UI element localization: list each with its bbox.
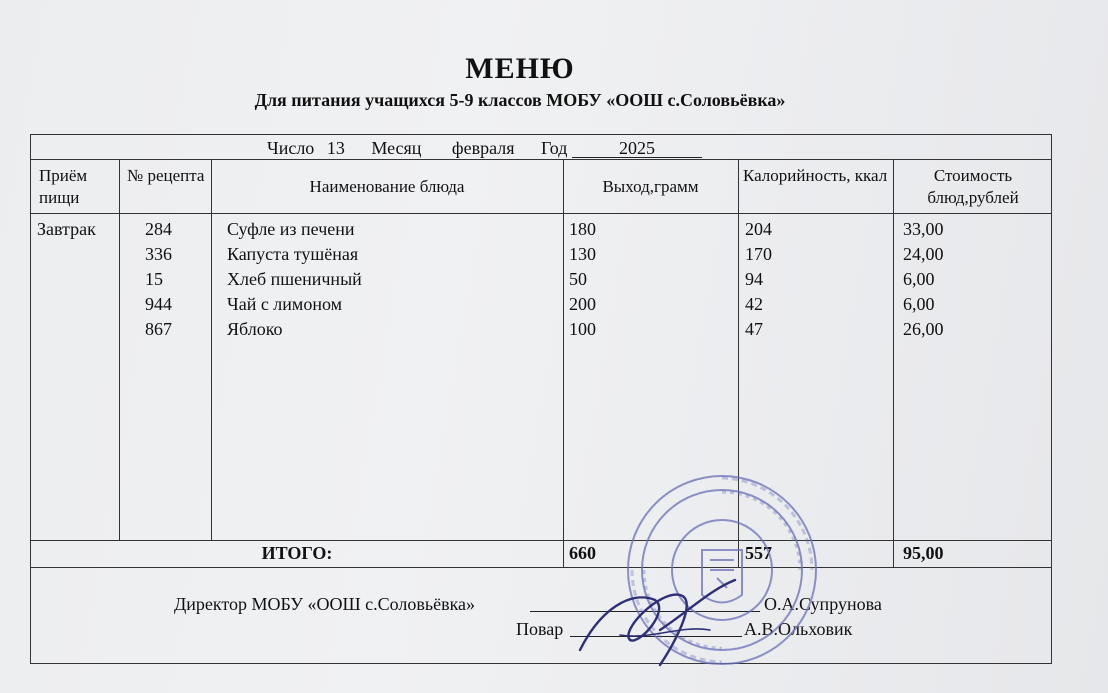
row-2-recipe: 336 bbox=[145, 244, 172, 264]
total-calories: 557 bbox=[745, 543, 772, 563]
row-4-cost: 6,00 bbox=[903, 294, 935, 314]
day-value: 13 bbox=[326, 138, 345, 158]
col-divider-1 bbox=[119, 159, 120, 540]
row-2-cost: 24,00 bbox=[903, 244, 944, 264]
row-5-yield: 100 bbox=[569, 319, 596, 339]
row-5-calories: 47 bbox=[745, 319, 763, 339]
col-divider-2 bbox=[211, 159, 212, 540]
row-3-calories: 94 bbox=[745, 269, 763, 289]
row-1-name: Суфле из печени bbox=[227, 219, 355, 239]
row-5-name: Яблоко bbox=[227, 319, 283, 339]
row-2-name: Капуста тушёная bbox=[227, 244, 359, 264]
header-bottom-divider bbox=[31, 213, 1051, 214]
document-subtitle: Для питания учащихся 5-9 классов МОБУ «ООШ с.Соловьёвка» bbox=[254, 90, 786, 110]
col-header-yield: Выход,грамм bbox=[602, 177, 699, 196]
month-label: Месяц bbox=[371, 138, 422, 158]
row-2-yield: 130 bbox=[569, 244, 596, 264]
menu-table bbox=[30, 134, 1052, 664]
meal-name: Завтрак bbox=[37, 219, 96, 239]
row-1-calories: 204 bbox=[745, 219, 772, 239]
col-divider-5 bbox=[893, 159, 894, 567]
year-label: Год bbox=[540, 138, 568, 158]
handwritten-signature bbox=[560, 570, 760, 670]
total-yield: 660 bbox=[569, 543, 596, 563]
col-header-calories: Калорийность, ккал bbox=[743, 166, 888, 185]
col-header-recipe: № рецепта bbox=[127, 166, 205, 185]
row-3-cost: 6,00 bbox=[903, 269, 935, 289]
row-1-yield: 180 bbox=[569, 219, 596, 239]
row-4-name: Чай с лимоном bbox=[227, 294, 342, 314]
row-4-calories: 42 bbox=[745, 294, 763, 314]
director-label: Директор МОБУ «ООШ с.Соловьёвка» bbox=[174, 594, 476, 614]
director-name: О.А.Супрунова bbox=[764, 594, 882, 614]
total-cost: 95,00 bbox=[903, 543, 944, 563]
col-header-cost: Стоимость блюд,рублей bbox=[927, 166, 1019, 207]
row-5-recipe: 867 bbox=[145, 319, 172, 339]
col-header-name: Наименование блюда bbox=[309, 177, 465, 196]
day-label: Число bbox=[267, 138, 315, 158]
total-bottom-divider bbox=[31, 567, 1051, 568]
row-1-recipe: 284 bbox=[145, 219, 172, 239]
row-1-cost: 33,00 bbox=[903, 219, 944, 239]
year-value: 2025 bbox=[572, 139, 702, 158]
row-4-yield: 200 bbox=[569, 294, 596, 314]
row-3-name: Хлеб пшеничный bbox=[227, 269, 362, 289]
date-row bbox=[267, 136, 702, 160]
cook-name: А.В.Ольховик bbox=[744, 619, 853, 639]
col-header-meal: Приём пищи bbox=[39, 166, 88, 207]
total-label: ИТОГО: bbox=[261, 543, 333, 563]
row-3-recipe: 15 bbox=[145, 269, 163, 289]
col-divider-3 bbox=[563, 159, 564, 567]
cook-label: Повар bbox=[516, 619, 564, 639]
row-5-cost: 26,00 bbox=[903, 319, 944, 339]
row-4-recipe: 944 bbox=[145, 294, 172, 314]
document-title: МЕНЮ bbox=[465, 52, 575, 85]
row-3-yield: 50 bbox=[569, 269, 587, 289]
row-2-calories: 170 bbox=[745, 244, 772, 264]
month-value: февраля bbox=[451, 138, 515, 158]
